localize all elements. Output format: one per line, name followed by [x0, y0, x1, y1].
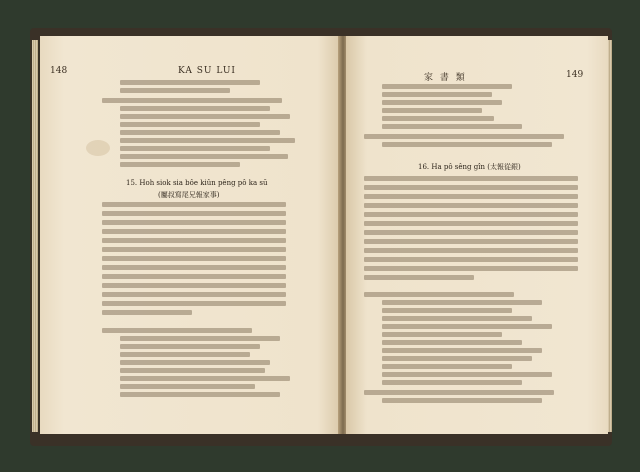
text-line	[364, 239, 578, 244]
text-line	[102, 247, 286, 252]
left-lesson-title-chinese: (屬叔寫尾兄報家事)	[158, 191, 220, 199]
text-line	[102, 256, 286, 261]
text-line	[364, 248, 578, 253]
text-line	[364, 257, 578, 262]
text-line	[102, 274, 286, 279]
text-line	[102, 292, 286, 297]
right-page-number: 149	[566, 70, 584, 80]
text-line	[102, 220, 286, 225]
text-line	[120, 122, 260, 127]
text-line	[120, 106, 270, 111]
text-line	[120, 384, 255, 389]
text-line	[102, 229, 286, 234]
text-line	[382, 340, 522, 345]
text-line	[364, 176, 578, 181]
text-line	[102, 211, 286, 216]
text-line	[102, 265, 286, 270]
text-line	[364, 266, 578, 271]
text-line	[102, 310, 192, 315]
text-line	[382, 316, 532, 321]
text-line	[382, 332, 502, 337]
left-lesson-title: 15. Hoh siok sia bôe kiûn pêng pô ka sū	[126, 179, 268, 187]
text-line	[382, 372, 552, 377]
text-line	[120, 336, 280, 341]
text-line	[382, 364, 512, 369]
right-running-head: 家 書 類	[424, 73, 467, 83]
text-line	[102, 283, 286, 288]
text-line	[382, 92, 492, 97]
right-lesson-title: 16. Ha pô sêng gîn (太報從銀)	[418, 163, 521, 171]
text-line	[382, 348, 542, 353]
text-line	[382, 300, 542, 305]
text-line	[120, 162, 240, 167]
text-line	[382, 356, 532, 361]
text-line	[120, 368, 265, 373]
text-line	[364, 390, 554, 395]
text-line	[382, 84, 512, 89]
text-line	[382, 108, 482, 113]
open-book	[30, 28, 612, 446]
text-line	[120, 114, 290, 119]
text-line	[382, 116, 494, 121]
text-line	[382, 100, 502, 105]
text-line	[102, 202, 286, 207]
text-line	[382, 398, 542, 403]
left-page-number: 148	[50, 66, 68, 76]
text-line	[102, 98, 282, 103]
text-line	[382, 142, 552, 147]
text-line	[120, 392, 280, 397]
text-line	[120, 360, 270, 365]
text-line	[364, 230, 578, 235]
text-line	[364, 221, 578, 226]
text-line	[120, 138, 295, 143]
text-line	[120, 376, 290, 381]
text-line	[120, 80, 260, 85]
right-page	[346, 36, 608, 434]
text-line	[120, 154, 288, 159]
text-line	[120, 344, 260, 349]
text-line	[120, 352, 250, 357]
text-line	[382, 124, 522, 129]
text-line	[120, 88, 230, 93]
text-line	[120, 130, 280, 135]
left-page-edges	[32, 40, 38, 432]
left-page	[40, 36, 342, 434]
text-line	[120, 146, 270, 151]
text-line	[364, 275, 474, 280]
text-line	[382, 308, 512, 313]
text-line	[102, 328, 252, 333]
text-line	[364, 292, 514, 297]
text-line	[364, 134, 564, 139]
text-line	[382, 324, 552, 329]
left-running-head: KA SU LUI	[178, 66, 236, 76]
paper-stain	[86, 140, 110, 156]
text-line	[102, 301, 286, 306]
text-line	[364, 212, 578, 217]
text-line	[364, 203, 578, 208]
text-line	[364, 185, 578, 190]
text-line	[382, 380, 522, 385]
text-line	[364, 194, 578, 199]
text-line	[102, 238, 286, 243]
